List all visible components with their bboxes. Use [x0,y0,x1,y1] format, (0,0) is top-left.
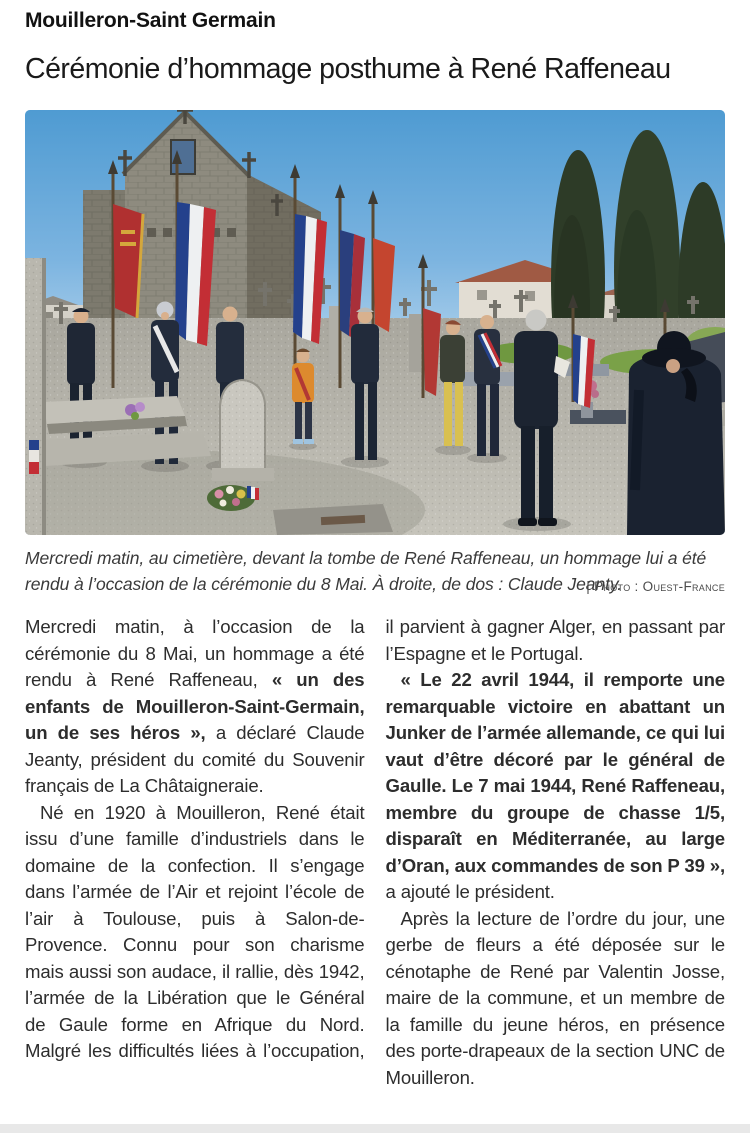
body-text: Mercredi matin, à l’occasion de la cérémonie du 8 Mai, un hommage a été rendu à René Raffeneau, [25,616,365,690]
body-paragraph [386,906,726,1092]
uniformed-woman-back [627,331,725,535]
body-text: Après la lecture de l’ordre du jour, une gerbe de fleurs a été déposée sur le cénotaphe de René par Valentin Josse, maire de la commune, et un membre de la famille du jeune héros, en présence des porte-drapeaux de la section UNC de Mouilleron. [385,907,725,1088]
quote-bold-text: « Le 22 avril 1944, il remporte une remarquable victoire en abattant un Junker de l’armée allemande, ce qui lui vaut d’être décoré par le général de Gaulle. Le 7 mai 1944, René Raffeneau, membre du groupe de chasse 1/5, disparaît en Méditerranée, au large d’Oran, aux commandes de son P 39 », [385,669,725,876]
photo-caption: Mercredi matin, au cimetière, devant la tombe de René Raffeneau, un hommage lui a été rendu à l’occasion de la cérémonie du 8 Mai. À droite, de dos : Claude Jeanty. [25,548,707,594]
body-text: a ajouté le président. [385,881,555,902]
foreground-pillar [25,258,46,535]
article-kicker: Mouilleron-Saint Germain [25,9,276,32]
article-photo [25,110,725,535]
photo-caption-block [25,545,725,597]
body-text: Né en 1920 à Mouilleron, René était issu d’une famille d’industriels dans le domaine de la confection. Il s’engage dans l’armée de l’Air et rejoint l’école de l’air à Toulouse, puis à Salon-de-Provence. Connu pour son charisme mais aussi son audace, il rallie, dès 1942, l’armée de la Libération que le Général de Gaule forme en Afrique du Nord. Malgré les difficultés liées à l’occupation, il parvient à gagner Alger, en passant par l’Espagne et le Portugal. [25,616,725,1061]
body-paragraph [386,667,726,906]
photo-credit: | Photo : Ouest-France [586,579,725,594]
body-text: a déclaré Claude Jeanty, président du comité du Souvenir français de La Châtaigneraie. [25,722,365,796]
body-paragraph [25,614,365,800]
bottom-edge-bar [0,1124,750,1133]
quote-bold-text: « un des enfants de Mouilleron-Saint-Germain, un de ses héros », [25,669,365,743]
cemetery-ceremony-illustration [25,110,725,535]
article-headline: Cérémonie d’hommage posthume à René Raffeneau [25,53,671,85]
article-body [25,614,725,1098]
